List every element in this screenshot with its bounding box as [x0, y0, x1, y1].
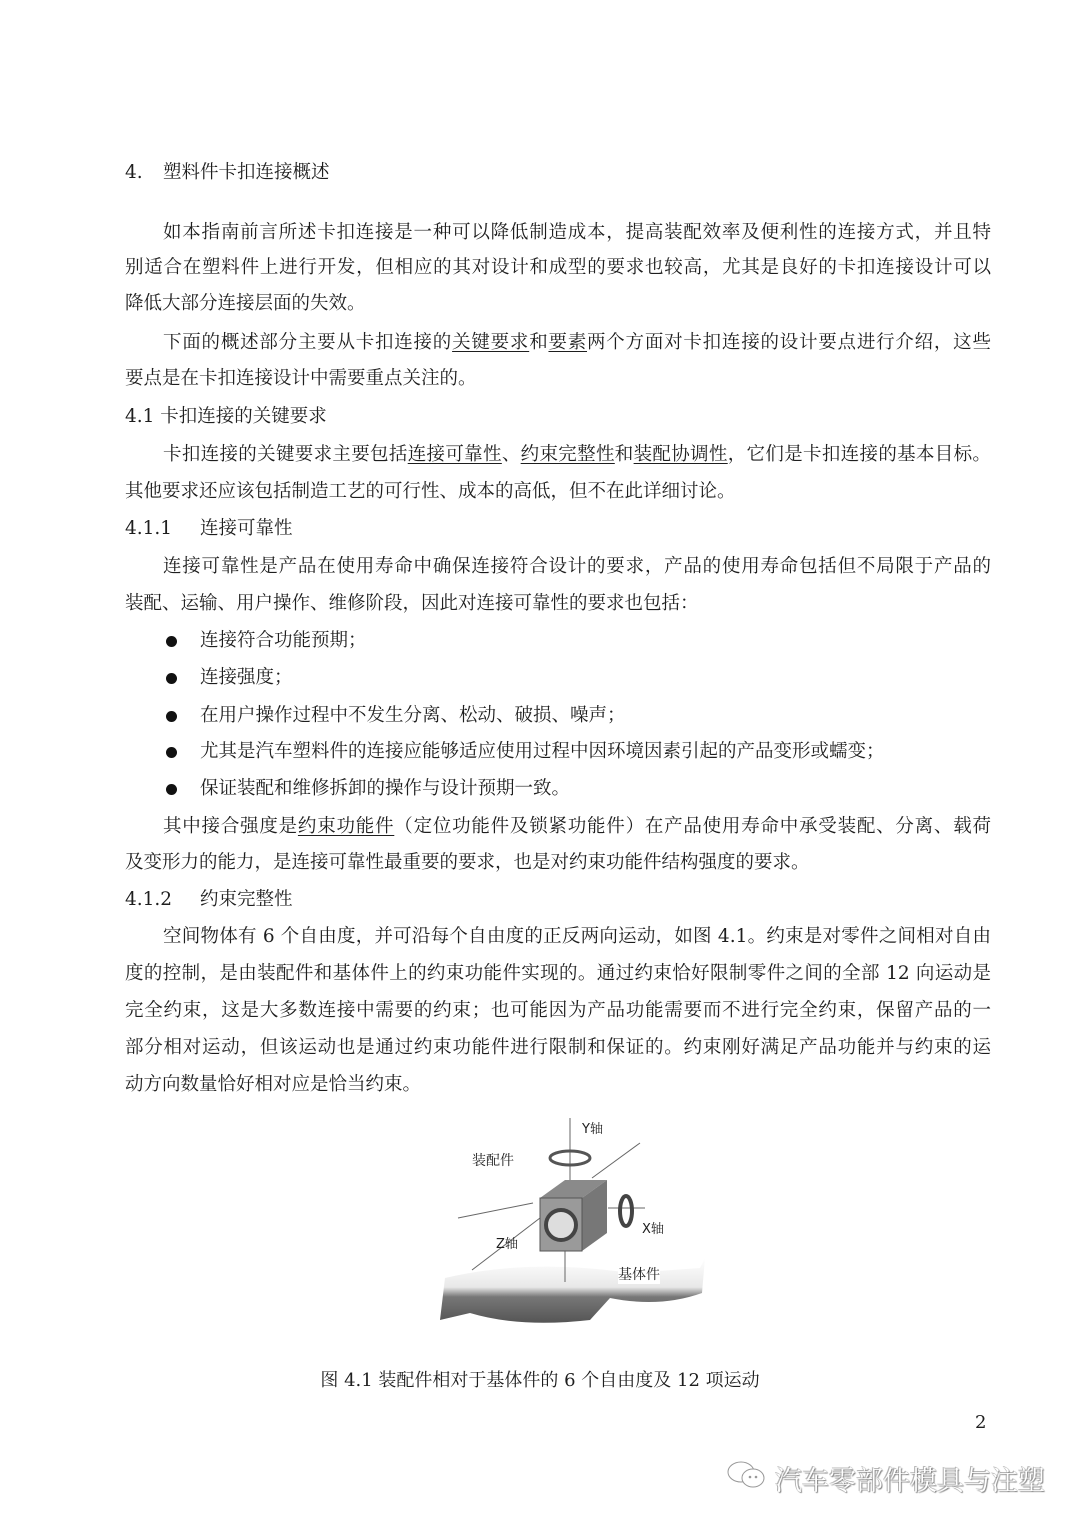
- text-segment: （定位功能件及锁紧功能件）在产品使用寿命中承受装配、分离、载荷: [394, 816, 991, 837]
- page-number: 2: [975, 1412, 987, 1433]
- text-segment: 卡扣连接的关键要求主要包括: [163, 444, 408, 465]
- text-segment: 连接符合功能预期；: [200, 630, 367, 651]
- text-segment: 要点是在卡扣连接设计中需要重点关注的。: [125, 368, 477, 389]
- bullet-item: [200, 777, 1066, 801]
- bullet-item: [200, 704, 1066, 728]
- text-segment: 4.1 卡扣连接的关键要求: [125, 406, 327, 427]
- bullet-item: [200, 629, 1066, 653]
- text-segment: 在用户操作过程中不发生分离、松动、破损、噪声；: [200, 705, 626, 726]
- paragraph-line: [163, 331, 991, 355]
- underlined-term: 要素: [548, 332, 588, 353]
- text-segment: 度的控制，是由装配件和基体件上的约束功能件实现的。通过约束恰好限制零件之间的全部 12 向运动是: [125, 963, 991, 984]
- subsection-heading: [125, 888, 991, 912]
- figure-4-1: [430, 1108, 730, 1333]
- label-assembly-part: 装配件: [472, 1153, 514, 1169]
- paragraph-line: [163, 555, 991, 579]
- paragraph-line: [125, 999, 991, 1023]
- text-segment: 如本指南前言所述卡扣连接是一种可以降低制造成本，提高装配效率及便利性的连接方式，并且特: [163, 222, 991, 243]
- text-segment: ，它们是卡扣连接的基本目标。: [727, 444, 991, 465]
- underlined-term: 约束功能件: [297, 816, 395, 837]
- paragraph-line: [125, 256, 991, 280]
- watermark-text: 汽车零部件模具与注塑: [775, 1466, 1045, 1497]
- base-part-shape: [440, 1258, 705, 1323]
- paragraph-line: [163, 815, 991, 839]
- section-heading: [125, 161, 991, 185]
- label-base-part: 基体件: [618, 1264, 660, 1284]
- text-segment: 连接可靠性是产品在使用寿命中确保连接符合设计的要求，产品的使用寿命包括但不局限于产品的: [163, 556, 991, 577]
- label-z-axis: Z轴: [496, 1237, 518, 1252]
- text-segment: 空间物体有 6 个自由度，并可沿每个自由度的正反两向运动，如图 4.1。约束是对零件之间相对自由: [163, 926, 991, 947]
- text-segment: 及变形力的能力，是连接可靠性最重要的要求，也是对约束功能件结构强度的要求。: [125, 852, 810, 873]
- subsection-number: 4.1.2: [125, 889, 173, 910]
- text-segment: 保证装配和维修拆卸的操作与设计预期一致。: [200, 778, 571, 799]
- underlined-term: 约束完整性: [520, 444, 615, 465]
- text-segment: 连接强度；: [200, 667, 293, 688]
- bullet-icon: [166, 673, 177, 684]
- text-segment: 、: [501, 444, 521, 465]
- figure-caption: 图 4.1 装配件相对于基体件的 6 个自由度及 12 项运动: [320, 1370, 760, 1391]
- label-x-axis: X轴: [642, 1222, 664, 1237]
- text-segment: 下面的概述部分主要从卡扣连接的: [163, 332, 453, 353]
- bullet-icon: [166, 747, 177, 758]
- paragraph-line: [125, 480, 991, 504]
- paragraph-line: [125, 962, 991, 986]
- text-segment: 完全约束，这是大多数连接中需要的约束；也可能因为产品功能需要而不进行完全约束，保留产品的一: [125, 1000, 991, 1021]
- paragraph-line: [125, 367, 991, 391]
- text-segment: 降低大部分连接层面的失效。: [125, 293, 366, 314]
- label-y-axis: Y轴: [582, 1122, 603, 1137]
- paragraph-line: [125, 1073, 991, 1097]
- section-title: 塑料件卡扣连接概述: [163, 162, 330, 183]
- paragraph-line: [163, 925, 991, 949]
- bullet-item: [200, 666, 1066, 690]
- dof-diagram: [430, 1108, 730, 1333]
- text-segment: 其他要求还应该包括制造工艺的可行性、成本的高低，但不在此详细讨论。: [125, 481, 736, 502]
- section-number: 4.: [125, 162, 143, 183]
- paragraph-line: [163, 221, 991, 245]
- subsection-heading: [125, 405, 991, 429]
- paragraph-line: [163, 443, 991, 467]
- text-segment: 其中接合强度是: [163, 816, 298, 837]
- watermark: [725, 1458, 1045, 1499]
- underlined-term: 连接可靠性: [407, 444, 502, 465]
- bullet-icon: [166, 711, 177, 722]
- bullet-icon: [166, 636, 177, 647]
- text-segment: 和: [614, 444, 634, 465]
- paragraph-line: [125, 592, 991, 616]
- underlined-term: 装配协调性: [633, 444, 728, 465]
- text-segment: 动方向数量恰好相对应是恰当约束。: [125, 1074, 422, 1095]
- paragraph-line: [125, 1036, 991, 1060]
- bullet-icon: [166, 784, 177, 795]
- text-segment: 部分相对运动，但该运动也是通过约束功能件进行限制和保证的。约束刚好满足产品功能并与约束的运: [125, 1037, 991, 1058]
- text-segment: 装配、运输、用户操作、维修阶段，因此对连接可靠性的要求也包括：: [125, 593, 699, 614]
- wechat-icon: [725, 1458, 769, 1499]
- bullet-item: [200, 740, 1066, 764]
- paragraph-line: [125, 851, 991, 875]
- underlined-term: 关键要求: [452, 332, 530, 353]
- text-segment: 约束完整性: [200, 889, 293, 910]
- text-segment: 连接可靠性: [200, 518, 293, 539]
- paragraph-line: [125, 292, 991, 316]
- text-segment: 两个方面对卡扣连接的设计要点进行介绍，这些: [587, 332, 991, 353]
- subsection-heading: [125, 517, 991, 541]
- text-segment: 和: [529, 332, 549, 353]
- text-segment: 尤其是汽车塑料件的连接应能够适应使用过程中因环境因素引起的产品变形或蠕变；: [200, 741, 885, 762]
- subsection-number: 4.1.1: [125, 518, 173, 539]
- text-segment: 别适合在塑料件上进行开发，但相应的其对设计和成型的要求也较高，尤其是良好的卡扣连接设计可以: [125, 257, 991, 278]
